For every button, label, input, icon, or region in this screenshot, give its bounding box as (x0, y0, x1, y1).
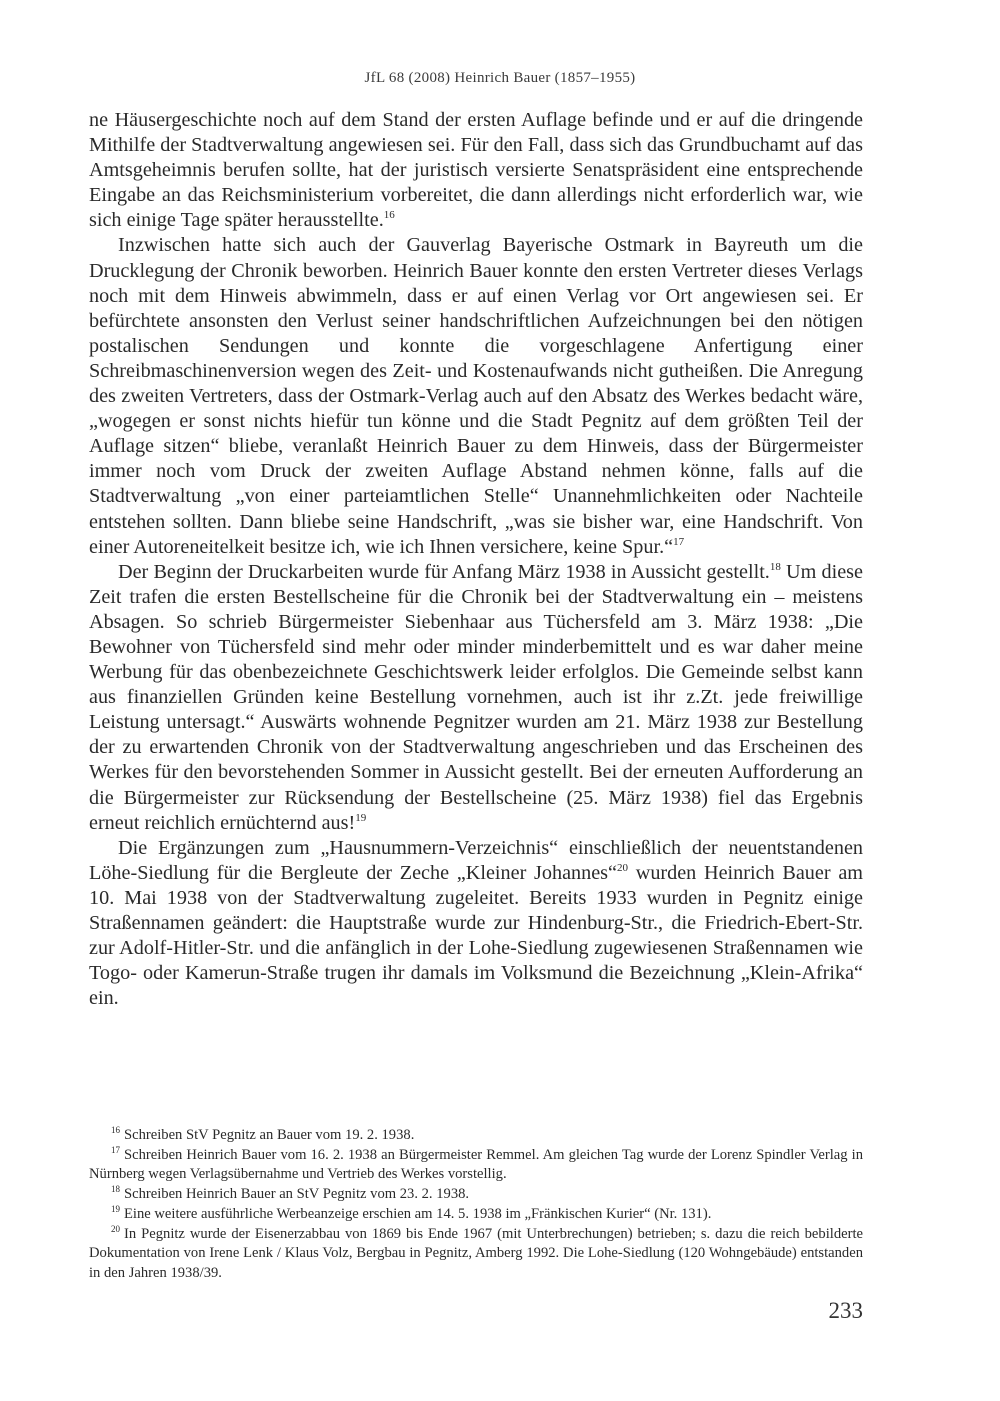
footnote (89, 1205, 863, 1225)
paragraph-text: Inzwischen hatte sich auch der Gauverlag Bayerische Ostmark in Bayreuth um die Drucklegung der Chronik beworben. Heinrich Bauer konnte den ersten Vertreter dieses Verlags noch mit dem Hinweis abwimmeln, dass er auf einen Verlag vor Ort angewiesen sei. Er befürchtete ansonsten den Verlust seiner handschriftlichen Aufzeichnungen bei den nötigen postalischen Sendungen und konnte die vorgeschlagene Anfertigung einer Schreibmaschinenversion wegen des Zeit- und Kostenaufwands nicht gutheißen. Die Anregung des zweiten Vertreters, dass der Ostmark-Verlag auch auf den Absatz des Werkes bedacht wäre, „wogegen er sonst nichts hiefür tun könne und die Stadt Pegnitz auf dem größten Teil der Auflage sitzen“ bliebe, veranlaßt Heinrich Bauer zu dem Hinweis, dass der Bürgermeister immer noch vom Druck der zweiten Auflage Abstand nehmen könne, falls auf die Stadtverwaltung „von einer parteiamtlichen Stelle“ Unannehmlichkeiten oder Nachteile entstehen sollten. Dann bliebe seine Handschrift, „was sie bisher war, eine Handschrift. Von einer Autoreneitelkeit besitze ich, wie ich Ihnen versichere, keine Spur.“ (89, 234, 863, 558)
paragraph (89, 233, 863, 559)
footnote (89, 1126, 863, 1146)
paragraph (89, 108, 863, 233)
footnote-marker: 20 (617, 861, 628, 874)
footnote-marker: 18 (769, 560, 781, 573)
footnote-number: 17 (111, 1144, 120, 1155)
footnote (89, 1146, 863, 1185)
footnote (89, 1185, 863, 1205)
footnote (89, 1225, 863, 1284)
footnote-marker: 17 (673, 535, 685, 548)
footnote-text: Schreiben Heinrich Bauer vom 16. 2. 1938 an Bürgermeister Remmel. Am gleichen Tag wurde der Lorenz Spindler Verlag in Nürnberg wegen Verlagsübernahme und Vertrieb des Werkes vorstellig. (89, 1146, 863, 1183)
footnote-text: Schreiben Heinrich Bauer an StV Pegnitz vom 23. 2. 1938. (124, 1186, 470, 1203)
footnote-number: 18 (111, 1184, 120, 1195)
footnote-number: 19 (111, 1203, 120, 1214)
running-head: JfL 68 (2008) Heinrich Bauer (1857–1955) (364, 70, 636, 86)
paragraph-text: wurden Heinrich Bauer am 10. Mai 1938 von der Stadtverwaltung zugeleitet. Bereits 1933 wurden in Pegnitz einige Straßennamen geändert: die Hauptstraße wurde zur Hindenburg-Str., die Friedrich-Ebert-Str. zur Adolf-Hitler-Str. und die anfänglich in der Lohe-Siedlung zugewiesenen Straßennamen wie Togo- oder Kamerun-Straße trugen ihr damals im Volksmund die Bezeichnung „Klein-Afrika“ ein. (89, 861, 863, 1010)
paragraph (89, 836, 863, 1012)
paragraph-text: Um diese Zeit trafen die ersten Bestellscheine für die Chronik bei der Stadtverwaltung ein – meistens Absagen. So schrieb Bürgermeister Siebenhaar aus Tüchersfeld am 3. März 1938: „Die Bewohner von Tüchersfeld sind mehr oder minder minderbemittelt und es war daher meine Werbung für das obenbezeichnete Geschichtswerk leider erfolglos. Die Gemeinde selbst kann aus finanziellen Gründen keine Bestellung vornehmen, auch ist ihr z.Zt. jede freiwillige Leistung untersagt.“ Auswärts wohnende Pegnitzer wurden am 21. März 1938 zur Bestellung der zu erwartenden Chronik von der Stadtverwaltung angeschrieben und das Erscheinen des Werkes für den bevorstehenden Sommer in Aussicht gestellt. Bei der erneuten Aufforderung an die Bürgermeister zur Rücksendung der Bestellscheine (25. März 1938) fiel das Ergebnis erneut reichlich ernüchternd aus! (89, 560, 863, 834)
body-text (89, 108, 863, 1011)
page-number: 233 (828, 1298, 863, 1323)
footnote-text: Eine weitere ausführliche Werbeanzeige erschien am 14. 5. 1938 im „Fränkischen Kurier“ (Nr. 131). (124, 1205, 712, 1222)
footnote-marker: 16 (383, 209, 395, 222)
footnotes (89, 1126, 863, 1284)
paragraph-text: Der Beginn der Druckarbeiten wurde für Anfang März 1938 in Aussicht gestellt. (118, 560, 770, 583)
footnote-marker: 19 (355, 811, 367, 824)
paragraph (89, 560, 863, 836)
paragraph-text: Die Ergänzungen zum „Hausnummern-Verzeichnis“ einschließlich der neuentstandenen Löhe-Siedlung für die Bergleute der Zeche „Kleiner Johannes“ (89, 836, 863, 884)
footnote-text: Schreiben StV Pegnitz an Bauer vom 19. 2. 1938. (124, 1127, 415, 1143)
footnote-text: In Pegnitz wurde der Eisenerzabbau von 1869 bis Ende 1967 (mit Unterbrechungen) betrieben; s. dazu die reich bebilderte Dokumentation von Irene Lenk / Klaus Volz, Bergbau in Pegnitz, Amberg 1992. Die Lohe-Siedlung (120 Wohngebäude) entstanden in den Jahren 1938/39. (89, 1225, 863, 1281)
footnote-number: 16 (111, 1125, 120, 1135)
paragraph-text: ne Häusergeschichte noch auf dem Stand der ersten Auflage befinde und er auf die dringende Mithilfe der Stadtverwaltung angewiesen sei. Für den Fall, dass sich das Grundbuchamt auf das Amtsgeheimnis berufen sollte, hat der juristisch versierte Senatspräsident eine entsprechende Eingabe an das Reichsministerium vorbereitet, die dann allerdings nicht erforderlich war, wie sich einige Tage später herausstellte. (89, 109, 863, 232)
footnote-number: 20 (111, 1223, 120, 1234)
